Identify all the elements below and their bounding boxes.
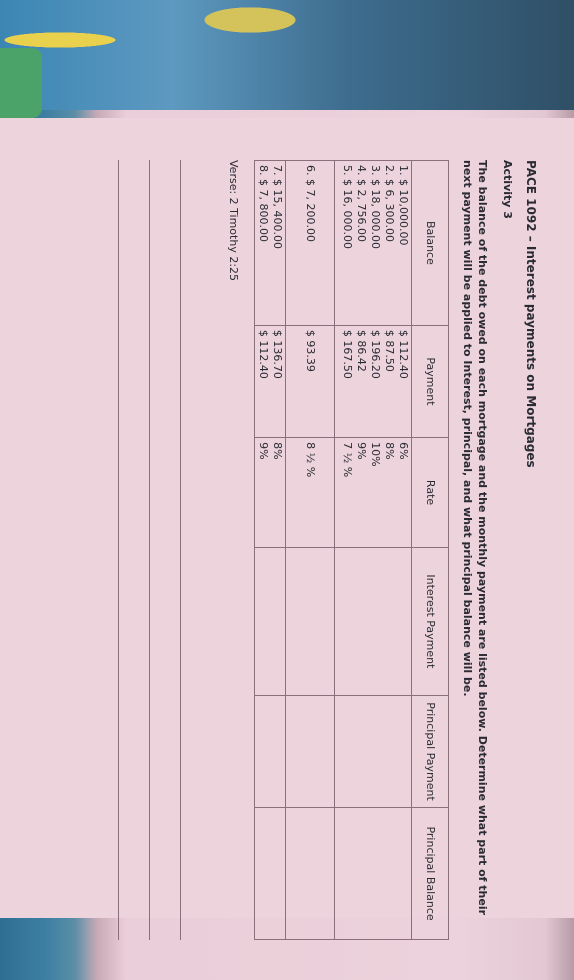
answer-line[interactable] [118, 160, 149, 940]
principal-answer-cell[interactable] [335, 695, 412, 807]
payment-cell [335, 325, 412, 437]
balance-3: 3. $ 18, 000.00 [369, 165, 383, 249]
interest-answer-cell[interactable] [335, 547, 412, 695]
payment-1: $ 112.40 [397, 329, 411, 379]
principal-balance-answer-cell[interactable] [255, 808, 286, 940]
balance-2: 2. $ 6, 300.00 [383, 165, 397, 242]
payment-cell [255, 325, 286, 437]
principal-answer-cell[interactable] [286, 695, 335, 807]
balance-7: 7. $ 15, 400.00 [271, 165, 285, 249]
header-principal-balance: Principal Balance [412, 808, 449, 940]
payment-7: $ 136.70 [271, 329, 285, 379]
payment-3: $ 196.20 [369, 329, 383, 379]
worksheet-title: PACE 1092 – Interest payments on Mortgages [524, 160, 538, 468]
answer-lines [118, 160, 211, 940]
header-row [412, 161, 449, 940]
balance-1: 1. $ 10,000.00 [397, 165, 411, 246]
header-payment: Payment [412, 325, 449, 437]
rate-2: 8% [383, 442, 397, 460]
interest-answer-cell[interactable] [286, 547, 335, 695]
principal-answer-cell[interactable] [255, 695, 286, 807]
payment-5: $ 167.50 [341, 329, 355, 379]
instructions: The balance of the debt owed on each mortgage and the monthly payment are listed below. Determine what part of their next payment will be applied to Interest, principal, and what principal balance will be. [461, 160, 489, 916]
rate-4: 9% [355, 442, 369, 460]
table-row [286, 161, 335, 940]
rate-6: 8 ½ % [286, 438, 335, 548]
answer-line[interactable] [180, 160, 211, 940]
balance-4: 4. $ 2, 756.00 [355, 165, 369, 242]
header-principal-payment: Principal Payment [412, 695, 449, 807]
table-row [335, 161, 412, 940]
verse-reference: Verse: 2 Timothy 2:25 [227, 160, 241, 282]
principal-balance-answer-cell[interactable] [335, 808, 412, 940]
payment-2: $ 87.50 [383, 329, 397, 372]
table-row [255, 161, 286, 940]
rate-1: 6% [397, 442, 411, 460]
balance-cell [335, 161, 412, 326]
balance-5: 5. $ 16, 000.00 [341, 165, 355, 249]
header-rate: Rate [412, 438, 449, 548]
answer-line[interactable] [149, 160, 180, 940]
balance-8: 8. $ 7, 800.00 [257, 165, 271, 242]
rate-cell [335, 438, 412, 548]
payment-6: $ 93.39 [286, 325, 335, 437]
rate-cell [255, 438, 286, 548]
balance-cell [255, 161, 286, 326]
rate-7: 8% [271, 442, 285, 460]
activity-label: Activity 3 [501, 160, 514, 219]
rate-3: 10% [369, 442, 383, 467]
rate-8: 9% [257, 442, 271, 460]
mortgage-table [254, 160, 449, 940]
balance-6: 6. $ 7, 200.00 [286, 161, 335, 326]
header-balance: Balance [412, 161, 449, 326]
interest-answer-cell[interactable] [255, 547, 286, 695]
payment-4: $ 86.42 [355, 329, 369, 372]
header-interest-payment: Interest Payment [412, 547, 449, 695]
principal-balance-answer-cell[interactable] [286, 808, 335, 940]
rate-5: 7 ½ % [341, 442, 355, 478]
payment-8: $ 112.40 [257, 329, 271, 379]
